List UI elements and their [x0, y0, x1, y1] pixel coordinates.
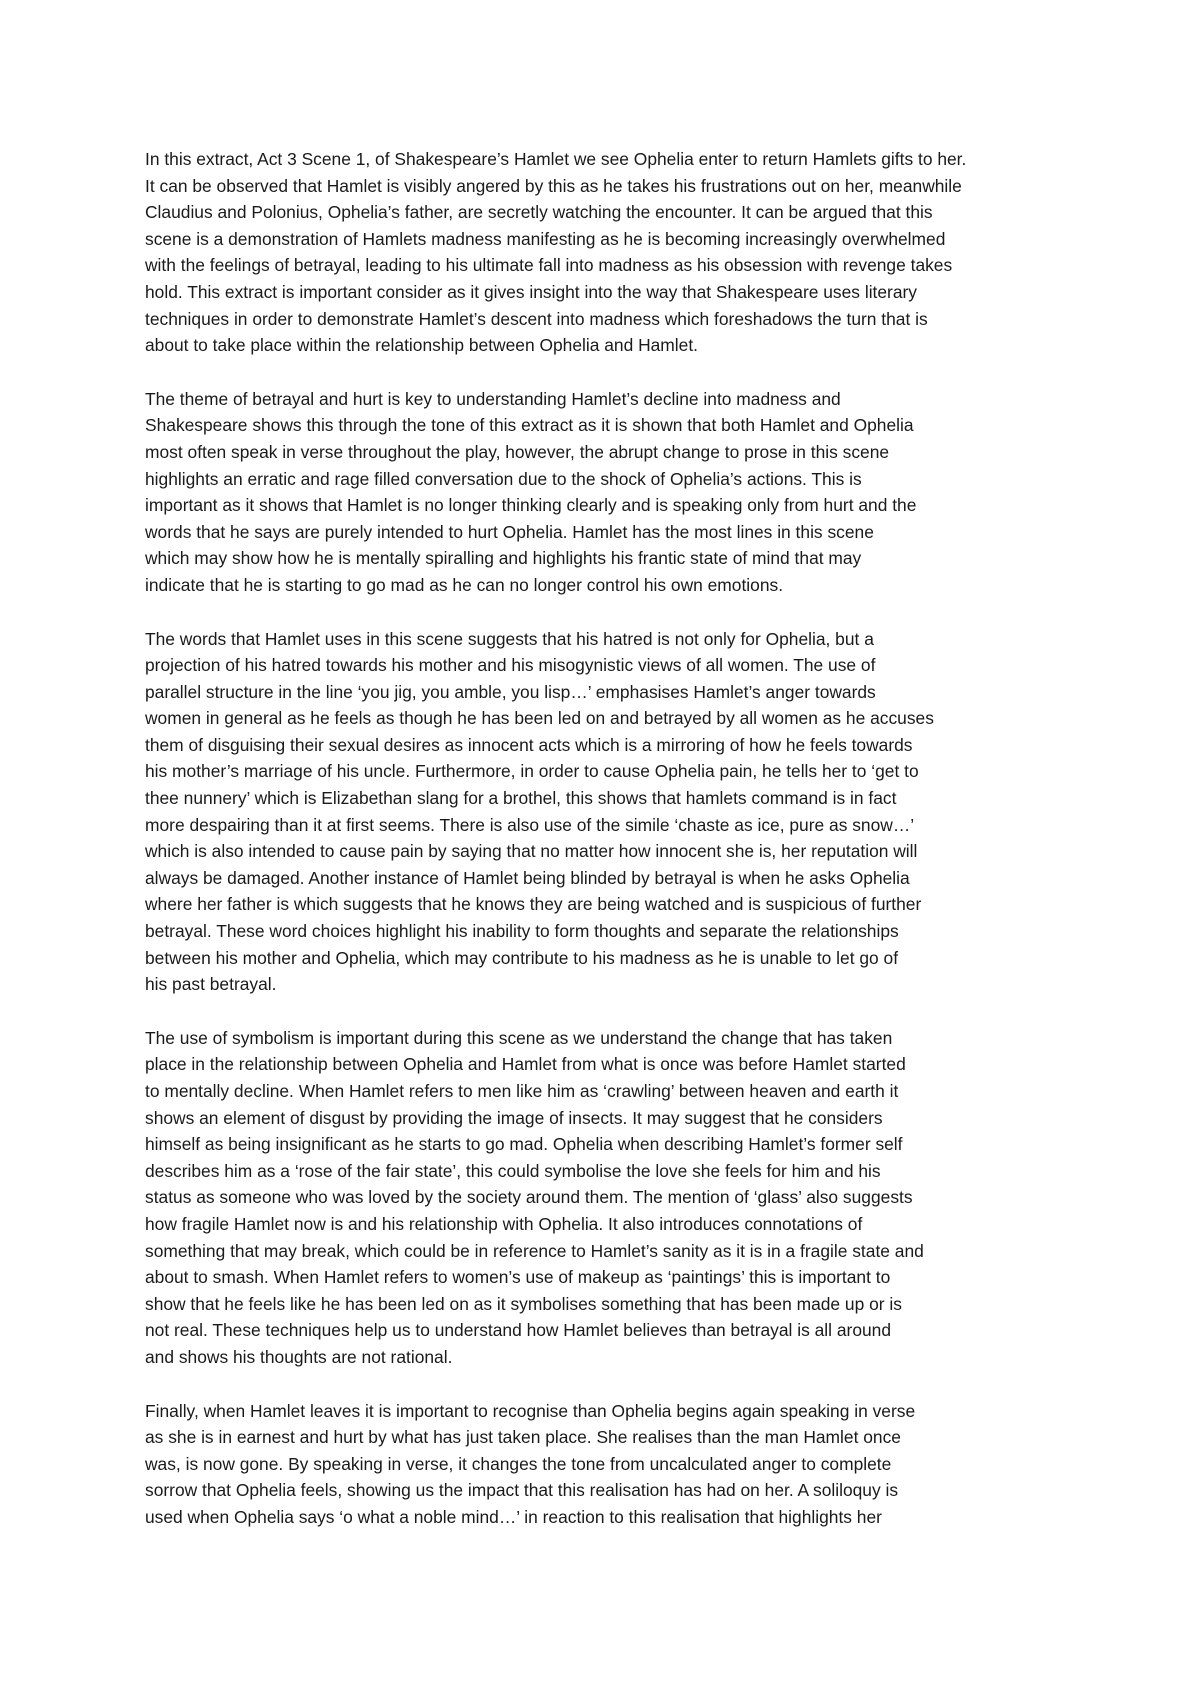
paragraph-betrayal-theme: The theme of betrayal and hurt is key to understanding Hamlet’s decline into madness and Shakespeare shows this through the tone of this extract as it is shown that both Hamlet and Ophelia most often speak in verse throughout the play, however, the abrupt change to prose in this scene highlights an erratic and rage filled conversation due to the shock of Ophelia’s actions. This is important as it shows that Hamlet is no longer thinking clearly and is speaking only from hurt and the words that he says are purely intended to hurt Ophelia. Hamlet has the most lines in this scene which may show how he is mentally spiralling and highlights his frantic state of mind that may indicate that he is starting to go mad as he can no longer control his own emotions.	[145, 388, 917, 595]
paragraph-conclusion: Finally, when Hamlet leaves it is important to recognise than Ophelia begins again speaking in verse as she is in earnest and hurt by what has just taken place. She realises than the man Hamlet once was, is now gone. By speaking in verse, it changes the tone from uncalculated anger to complete sorrow that Ophelia feels, showing us the impact that this realisation has had on her. A soliloquy is used when Ophelia says ‘o what a noble mind…’ in reaction to this realisation that highlights her	[145, 1400, 916, 1527]
paragraph-symbolism: The use of symbolism is important during this scene as we understand the change that has taken place in the relationship between Ophelia and Hamlet from what is once was before Hamlet started to mentally decline. When Hamlet refers to men like him as ‘crawling’ between heaven and earth it shows an element of disgust by providing the image of insects. It may suggest that he considers himself as being insignificant as he starts to go mad. Ophelia when describing Hamlet’s former self describes him as a ‘rose of the fair state’, this could symbolise the love she feels for him and his status as someone who was loved by the society around them. The mention of ‘glass’ also suggests how fragile Hamlet now is and his relationship with Ophelia. It also introduces connotations of something that may break, which could be in reference to Hamlet’s sanity as it is in a fragile state and about to smash. When Hamlet refers to women’s use of makeup as ‘paintings’ this is important to show that he feels like he has been led on as it symbolises something that has been made up or is not real. These techniques help us to understand how Hamlet believes than betrayal is all around and shows his thoughts are not rational.	[145, 1027, 924, 1367]
paragraph-word-choices: The words that Hamlet uses in this scene suggests that his hatred is not only for Ophelia, but a projection of his hatred towards his mother and his misogynistic views of all women. The use of parallel structure in the line ‘you jig, you amble, you lisp…’ emphasises Hamlet’s anger towards women in general as he feels as though he has been led on and betrayed by all women as he accuses them of disguising their sexual desires as innocent acts which is a mirroring of how he feels towards his mother’s marriage of his uncle. Furthermore, in order to cause Ophelia pain, he tells her to ‘get to thee nunnery’ which is Elizabethan slang for a brothel, this shows that hamlets command is in fact more despairing than it at first seems. There is also use of the simile ‘chaste as ice, pure as snow…’ which is also intended to cause pain by saying that no matter how innocent she is, her reputation will always be damaged. Another instance of Hamlet being blinded by betrayal is when he asks Ophelia where her father is which suggests that he knows they are being watched and is suspicious of further betrayal. These word choices highlight his inability to form thoughts and separate the relationships between his mother and Ophelia, which may contribute to his madness as he is unable to let go of his past betrayal.	[145, 628, 934, 995]
document-body	[145, 146, 1065, 1558]
paragraph-introduction: In this extract, Act 3 Scene 1, of Shakespeare’s Hamlet we see Ophelia enter to return Hamlets gifts to her. It can be observed that Hamlet is visibly angered by this as he takes his frustrations out on her, meanwhile Claudius and Polonius, Ophelia’s father, are secretly watching the encounter. It can be argued that this scene is a demonstration of Hamlets madness manifesting as he is becoming increasingly overwhelmed with the feelings of betrayal, leading to his ultimate fall into madness as his obsession with revenge takes hold. This extract is important consider as it gives insight into the way that Shakespeare uses literary techniques in order to demonstrate Hamlet’s descent into madness which foreshadows the turn that is about to take place within the relationship between Ophelia and Hamlet.	[145, 149, 967, 356]
